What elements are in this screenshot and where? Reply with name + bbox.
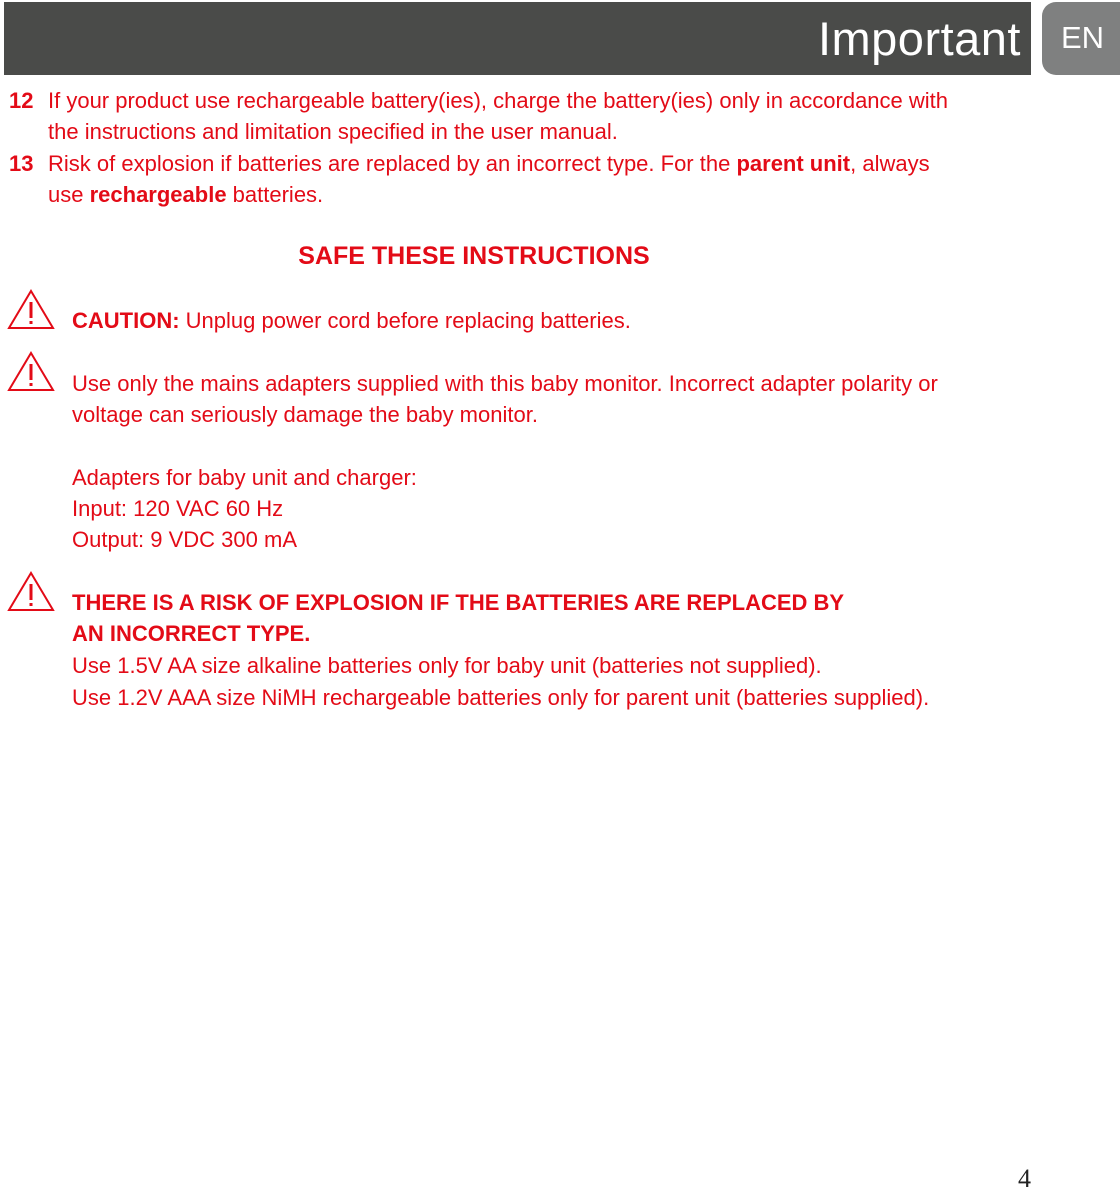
item-number-12: 12 bbox=[9, 88, 34, 113]
explosion-warning-title-2: AN INCORRECT TYPE. bbox=[72, 621, 311, 646]
adapter-spec-line-1: Adapters for baby unit and charger: bbox=[72, 465, 417, 490]
explosion-warning-line-1: Use 1.5V AA size alkaline batteries only for baby unit (batteries not supplied). bbox=[72, 653, 822, 678]
header-bar bbox=[4, 2, 1031, 75]
item-12-line-1: If your product use rechargeable battery(ies), charge the battery(ies) only in accordance with bbox=[48, 88, 949, 113]
page-number: 4 bbox=[1018, 1164, 1031, 1193]
caution-text: CAUTION: Unplug power cord before replacing batteries. bbox=[72, 308, 631, 333]
adapter-spec-line-2: Input: 120 VAC 60 Hz bbox=[72, 496, 284, 521]
warning-triangle-icon bbox=[7, 570, 55, 612]
explosion-warning-line-2: Use 1.2V AAA size NiMH rechargeable batteries only for parent unit (batteries supplied). bbox=[72, 685, 930, 710]
item-13-line-2: use rechargeable batteries. bbox=[48, 182, 324, 207]
item-12-line-2: the instructions and limitation specified in the user manual. bbox=[48, 119, 618, 144]
explosion-warning-title-1: THERE IS A RISK OF EXPLOSION IF THE BATTERIES ARE REPLACED BY bbox=[72, 590, 845, 615]
item-number-13: 13 bbox=[9, 151, 34, 176]
language-tab bbox=[1042, 2, 1120, 75]
warning-triangle-icon bbox=[7, 288, 55, 330]
adapter-warning-line-2: voltage can seriously damage the baby monitor. bbox=[72, 402, 538, 427]
safety-heading: SAFE THESE INSTRUCTIONS bbox=[298, 242, 650, 270]
adapter-warning-line-1: Use only the mains adapters supplied with this baby monitor. Incorrect adapter polarity or bbox=[72, 371, 938, 396]
page-title: Important bbox=[817, 12, 1021, 65]
adapter-spec-line-3: Output: 9 VDC 300 mA bbox=[72, 527, 297, 552]
item-13-line-1: Risk of explosion if batteries are replaced by an incorrect type. For the parent unit, always bbox=[48, 151, 930, 176]
warning-triangle-icon bbox=[7, 350, 55, 392]
language-label: EN bbox=[1061, 20, 1105, 55]
